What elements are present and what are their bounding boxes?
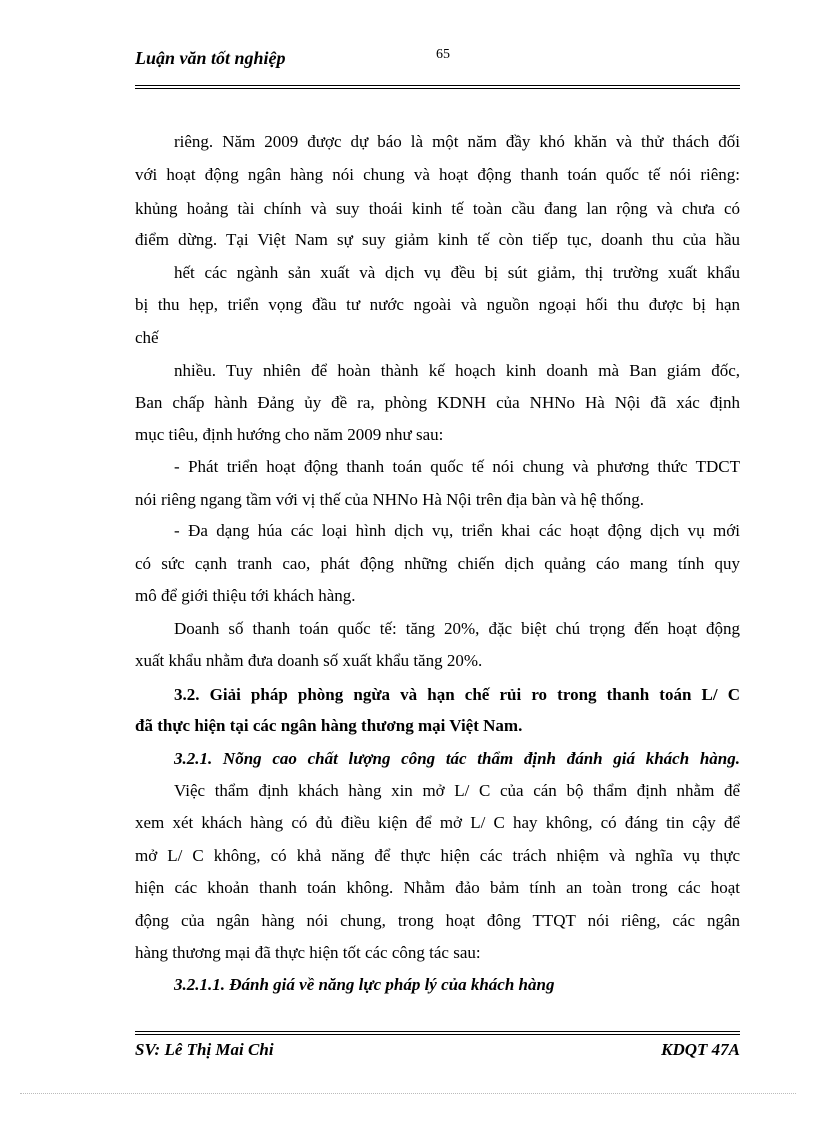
body-line: xuất khẩu nhằm đưa doanh số xuất khẩu tăng 20%. (135, 651, 483, 670)
body-line: Việc thẩm định khách hàng xin mở L/ C của cán bộ thẩm định nhằm để (174, 781, 740, 800)
footer-student: SV: Lê Thị Mai Chi (135, 1040, 274, 1059)
body-line: có sức cạnh tranh cao, phát động những chiến dịch quảng cáo mang tính quy (135, 554, 740, 573)
subsubsection-heading: 3.2.1.1. Đánh giá về năng lực pháp lý của khách hàng (174, 975, 555, 994)
section-heading: đã thực hiện tại các ngân hàng thương mại Việt Nam. (135, 716, 523, 735)
body-line: hiện các khoản thanh toán không. Nhằm đảo bảm tính an toàn trong các hoạt (135, 878, 740, 897)
body-line: khủng hoảng tài chính và suy thoái kinh tế toàn cầu đang lan rộng và chưa có (135, 199, 740, 218)
body-line: mục tiêu, định hướng cho năm 2009 như sau: (135, 425, 444, 444)
body-line: - Đa dạng húa các loại hình dịch vụ, triển khai các hoạt động dịch vụ mới (174, 521, 740, 540)
header-rule (135, 85, 740, 89)
body-line: mở L/ C không, có khả năng để thực hiện các trách nhiệm và nghĩa vụ thực (135, 846, 740, 865)
body-line: nhiều. Tuy nhiên để hoàn thành kế hoạch kinh doanh mà Ban giám đốc, (174, 361, 740, 380)
body-line: bị thu hẹp, triển vọng đầu tư nước ngoài và nguồn ngoại hối thu được bị hạn (135, 295, 740, 314)
section-heading: 3.2. Giải pháp phòng ngừa và hạn chế rủi ro trong thanh toán L/ C (174, 685, 740, 704)
body-line: điểm dừng. Tại Việt Nam sự suy giảm kinh tế còn tiếp tục, doanh thu của hầu (135, 230, 740, 249)
body-line: Doanh số thanh toán quốc tế: tăng 20%, đặc biệt chú trọng đến hoạt động (174, 619, 740, 638)
footer-class: KDQT 47A (661, 1040, 740, 1059)
page-edge-dots (20, 1093, 796, 1094)
footer-rule (135, 1031, 740, 1035)
body-line: hàng thương mại đã thực hiện tốt các công tác sau: (135, 943, 481, 962)
body-line: động của ngân hàng nói chung, trong hoạt đông TTQT nói riêng, các ngân (135, 911, 740, 930)
body-line: Ban chấp hành Đảng ủy đề ra, phòng KDNH của NHNo Hà Nội đã xác định (135, 393, 740, 412)
body-line: riêng. Năm 2009 được dự báo là một năm đầy khó khăn và thử thách đối (174, 132, 740, 151)
body-line: - Phát triển hoạt động thanh toán quốc tế nói chung và phương thức TDCT (174, 457, 740, 476)
body-line: xem xét khách hàng có đủ điều kiện để mở L/ C hay không, có đáng tin cậy để (135, 813, 740, 832)
body-line: với hoạt động ngân hàng nói chung và hoạt động thanh toán quốc tế nói riêng: (135, 165, 740, 184)
body-line: nói riêng ngang tầm với vị thế của NHNo Hà Nội trên địa bàn và hệ thống. (135, 490, 644, 509)
page-number: 65 (436, 47, 450, 62)
subsection-heading: 3.2.1. Nõng cao chất lượng công tác thẩm định đánh giá khách hàng. (174, 749, 740, 768)
header-title: Luận văn tốt nghiệp (135, 48, 286, 68)
body-line: mô để giới thiệu tới khách hàng. (135, 586, 356, 605)
body-line: hết các ngành sản xuất và dịch vụ đều bị sút giảm, thị trường xuất khẩu (174, 263, 740, 282)
body-line: chế (135, 328, 159, 347)
